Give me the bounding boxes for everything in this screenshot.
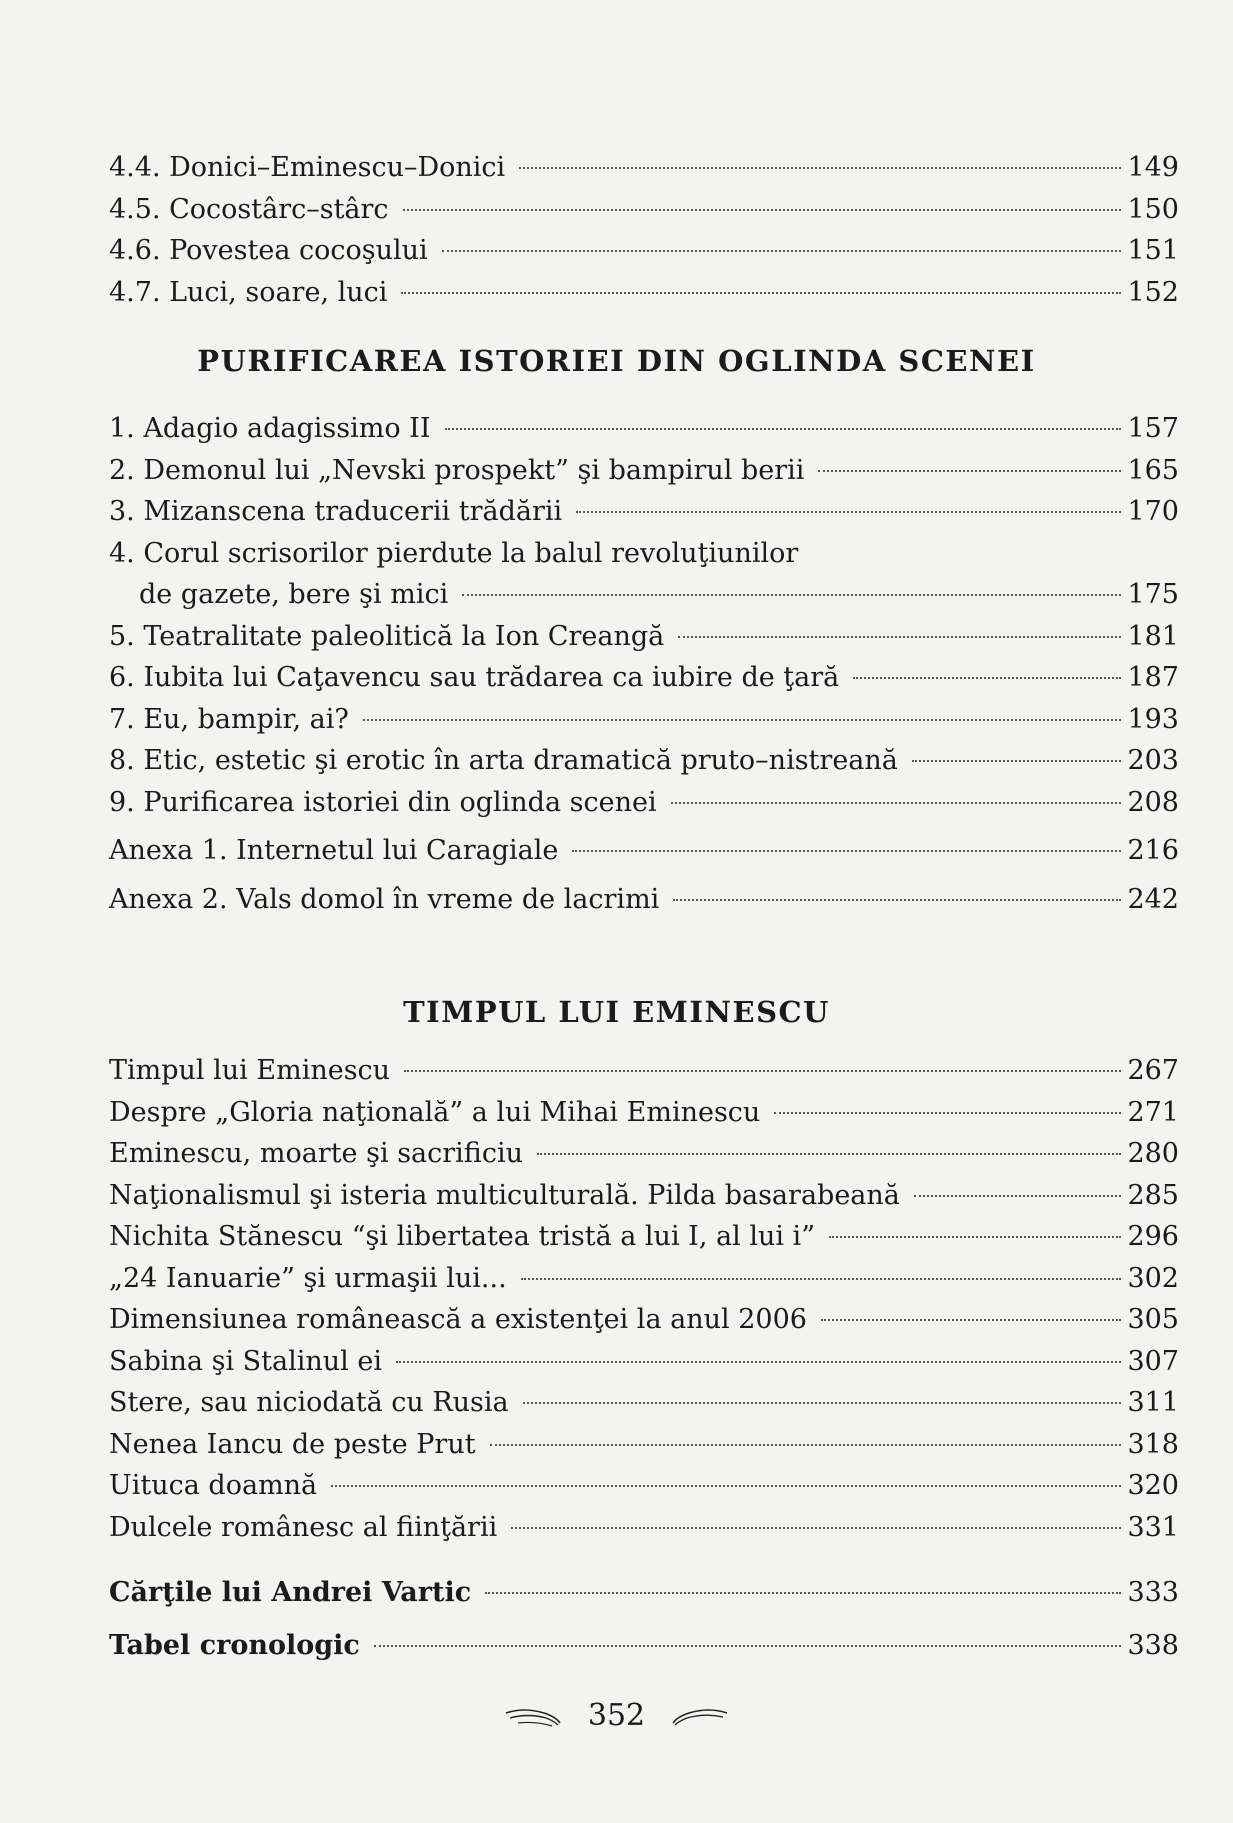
section-heading-eminescu: TIMPUL LUI EMINESCU <box>403 995 830 1029</box>
toc-entry-page: 187 <box>1127 662 1179 693</box>
dot-leader <box>673 899 1121 901</box>
toc-entry-page: 338 <box>1127 1629 1179 1661</box>
dot-leader <box>485 1592 1121 1594</box>
dot-leader <box>572 850 1121 852</box>
toc-entry[interactable] <box>109 1341 1179 1383</box>
toc-entry-title: 4.7. Luci, soare, luci <box>109 276 388 308</box>
toc-entry[interactable] <box>109 782 1179 824</box>
dot-leader <box>445 428 1122 430</box>
toc-entry-page: 267 <box>1127 1055 1179 1086</box>
toc-entry[interactable] <box>109 408 1179 450</box>
toc-entry-page: 170 <box>1127 496 1179 527</box>
dot-leader <box>401 292 1121 294</box>
toc-entry[interactable] <box>109 616 1179 658</box>
toc-entry-title: 7. Eu, bampir, ai? <box>109 703 349 735</box>
dot-leader <box>363 719 1121 721</box>
toc-entry-page: 203 <box>1127 745 1179 776</box>
toc-entry-title: Naţionalismul şi isteria multiculturală. Pilda basarabeană <box>109 1179 900 1211</box>
toc-entry-page: 175 <box>1127 579 1179 610</box>
toc-entry-page: 320 <box>1127 1470 1179 1501</box>
toc-entry-page: 318 <box>1127 1428 1179 1460</box>
toc-entry[interactable] <box>109 1175 1179 1217</box>
page-footer <box>0 1698 1233 1733</box>
toc-entry-page: 157 <box>1127 413 1179 444</box>
toc-entry-title: Dulcele românesc al fiinţării <box>109 1511 498 1543</box>
toc-entry-page: 181 <box>1127 620 1179 652</box>
toc-entry-page: 305 <box>1127 1304 1179 1335</box>
toc-entry-title: Uituca doamnă <box>109 1470 318 1501</box>
toc-entry[interactable] <box>109 1216 1179 1258</box>
toc-entry[interactable] <box>109 1507 1179 1549</box>
toc-entry-title: 8. Etic, estetic şi erotic în arta dramatică pruto–nistreană <box>109 745 898 776</box>
dot-leader <box>537 1153 1121 1155</box>
toc-entry[interactable] <box>109 147 1179 189</box>
toc-entry-page: 271 <box>1127 1096 1179 1128</box>
dot-leader <box>523 1402 1121 1404</box>
toc-entry-page: 216 <box>1127 835 1179 866</box>
toc-entry-title: 5. Teatralitate paleolitică la Ion Creangă <box>109 620 665 652</box>
toc-entry[interactable] <box>109 1382 1179 1424</box>
toc-entry-title: Timpul lui Eminescu <box>109 1055 391 1086</box>
right-flourish-icon <box>669 1705 729 1729</box>
dot-leader <box>442 250 1121 252</box>
toc-entry-title: 4. Corul scrisorilor pierdute la balul revoluţiunilor <box>109 537 799 569</box>
toc-entry-title: 2. Demonul lui „Nevski prospekt” şi bampirul berii <box>109 454 805 486</box>
toc-entry-title: Despre „Gloria naţională” a lui Mihai Eminescu <box>109 1096 761 1128</box>
toc-entry-page: 242 <box>1127 883 1179 915</box>
toc-entry[interactable] <box>109 657 1179 699</box>
toc-purificarea-block <box>109 408 1179 823</box>
toc-entry-title: Anexa 1. Internetul lui Caragiale <box>109 835 559 866</box>
left-flourish-icon <box>504 1705 564 1729</box>
toc-top-block <box>109 147 1179 313</box>
toc-entry-page: 152 <box>1127 276 1179 308</box>
dot-leader <box>853 677 1121 679</box>
toc-final-block <box>109 1572 1179 1666</box>
toc-entry-page: 296 <box>1127 1221 1179 1252</box>
toc-entry[interactable] <box>109 1299 1179 1341</box>
page-number: 352 <box>587 1698 646 1733</box>
toc-entry[interactable] <box>109 491 1179 533</box>
toc-entry-page: 150 <box>1127 193 1179 225</box>
toc-entry-page: 149 <box>1127 152 1179 183</box>
toc-entry-page: 302 <box>1127 1262 1179 1294</box>
dot-leader <box>821 1319 1121 1321</box>
toc-entry-multiline-first[interactable] <box>109 533 1179 575</box>
toc-entry-page: 151 <box>1127 235 1179 266</box>
toc-entry-bold[interactable] <box>109 1625 1179 1667</box>
toc-entry-title: Stere, sau niciodată cu Rusia <box>109 1387 509 1418</box>
toc-entry-title: Sabina şi Stalinul ei <box>109 1345 382 1377</box>
dot-leader <box>490 1444 1121 1446</box>
toc-entry[interactable] <box>109 1092 1179 1134</box>
toc-entry-page: 333 <box>1127 1577 1179 1608</box>
dot-leader <box>396 1361 1121 1363</box>
dot-leader <box>511 1527 1121 1529</box>
dot-leader <box>829 1236 1121 1238</box>
toc-entry-page: 280 <box>1127 1138 1179 1169</box>
toc-entry-title: Eminescu, moarte şi sacrificiu <box>109 1138 523 1169</box>
section-heading-purificarea: PURIFICAREA ISTORIEI DIN OGLINDA SCENEI <box>197 344 1036 378</box>
toc-entry-title: Dimensiunea românească a existenţei la anul 2006 <box>109 1304 807 1335</box>
toc-entry-title: Anexa 2. Vals domol în vreme de lacrimi <box>109 883 660 915</box>
toc-entry-page: 208 <box>1127 786 1179 818</box>
toc-entry[interactable] <box>109 699 1179 741</box>
toc-entry-title: 4.5. Cocostârc–stârc <box>109 193 389 225</box>
toc-entry-page: 331 <box>1127 1511 1179 1543</box>
toc-entry-page: 285 <box>1127 1179 1179 1211</box>
toc-entry-title: 6. Iubita lui Caţavencu sau trădarea ca iubire de ţară <box>109 662 840 693</box>
toc-entry-multiline-cont[interactable] <box>109 574 1179 616</box>
dot-leader <box>521 1278 1121 1280</box>
dot-leader <box>576 511 1121 513</box>
toc-entry-title: Cărţile lui Andrei Vartic <box>109 1577 472 1608</box>
toc-entry-page: 311 <box>1127 1387 1179 1418</box>
toc-entry-annex[interactable] <box>109 879 1179 921</box>
dot-leader <box>331 1485 1121 1487</box>
toc-entry-title: Tabel cronologic <box>109 1629 360 1661</box>
dot-leader <box>462 594 1121 596</box>
toc-entry-title: Nenea Iancu de peste Prut <box>109 1428 476 1460</box>
toc-annex-block <box>109 830 1179 920</box>
toc-entry[interactable] <box>109 450 1179 492</box>
toc-entry-title: 9. Purificarea istoriei din oglinda scenei <box>109 786 657 818</box>
dot-leader <box>914 1195 1121 1197</box>
toc-entry[interactable] <box>109 740 1179 782</box>
toc-eminescu-block <box>109 1050 1179 1548</box>
dot-leader <box>671 802 1121 804</box>
dot-leader <box>403 209 1121 211</box>
toc-entry[interactable] <box>109 1258 1179 1300</box>
dot-leader <box>404 1070 1121 1072</box>
toc-entry-annex[interactable] <box>109 830 1179 872</box>
toc-entry-page: 307 <box>1127 1345 1179 1377</box>
dot-leader <box>678 636 1121 638</box>
toc-entry[interactable] <box>109 1465 1179 1507</box>
toc-entry-title: 4.6. Povestea cocoşului <box>109 235 428 266</box>
toc-entry-title: Nichita Stănescu “şi libertatea tristă a lui I, al lui i” <box>109 1221 815 1252</box>
toc-entry[interactable] <box>109 1424 1179 1466</box>
toc-entry-title: 1. Adagio adagissimo II <box>109 413 431 444</box>
dot-leader <box>912 760 1121 762</box>
toc-entry[interactable] <box>109 272 1179 314</box>
dot-leader <box>774 1112 1121 1114</box>
toc-entry-page: 193 <box>1127 703 1179 735</box>
toc-entry-title: 3. Mizanscena traducerii trădării <box>109 496 563 527</box>
toc-entry[interactable] <box>109 189 1179 231</box>
dot-leader <box>519 167 1121 169</box>
toc-entry-title-continuation: de gazete, bere şi mici <box>139 579 449 610</box>
toc-entry-bold[interactable] <box>109 1572 1179 1614</box>
toc-entry[interactable] <box>109 1133 1179 1175</box>
toc-entry-title: „24 Ianuarie” şi urmaşii lui... <box>109 1262 507 1294</box>
dot-leader <box>374 1645 1121 1647</box>
toc-entry-page: 165 <box>1127 454 1179 486</box>
toc-entry[interactable] <box>109 230 1179 272</box>
dot-leader <box>818 470 1121 472</box>
toc-entry-title: 4.4. Donici–Eminescu–Donici <box>109 152 506 183</box>
toc-entry[interactable] <box>109 1050 1179 1092</box>
